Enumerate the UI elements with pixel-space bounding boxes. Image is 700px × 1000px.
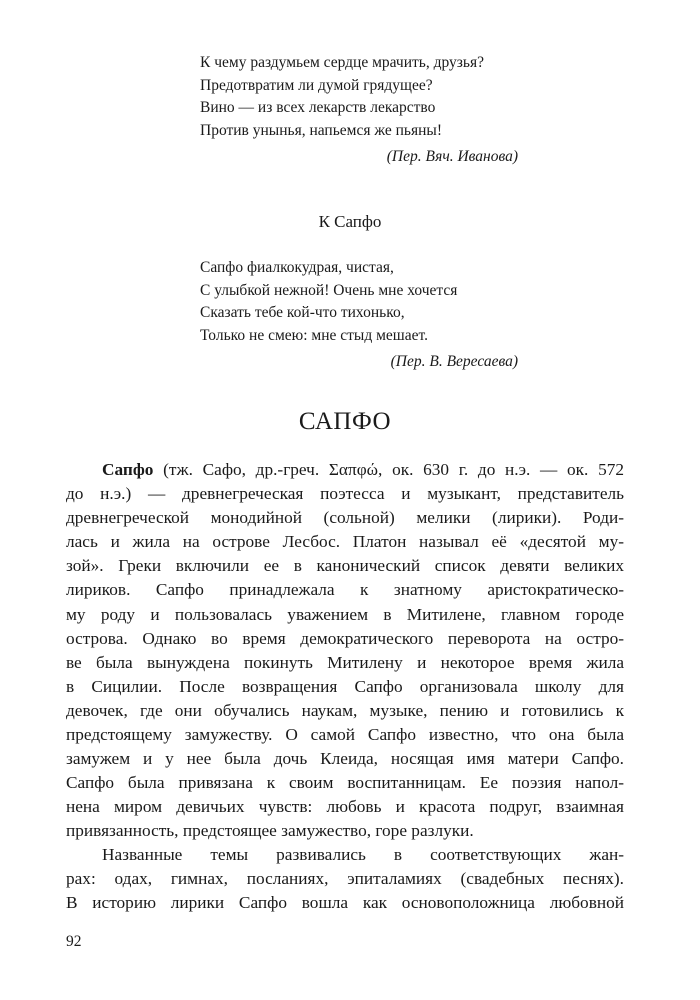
section-heading: САПФО [298, 408, 392, 435]
paragraph-line: ве была вынуждена покинуть Митилену и некоторое время жила [66, 652, 624, 672]
poem-line: Только не смею: мне стыд мешает. [200, 326, 428, 344]
paragraph-line: предстоящему замужеству. О самой Сапфо известно, что она была [66, 725, 624, 745]
themes-paragraph [66, 843, 624, 915]
paragraph-line: лириков. Сапфо принадлежала к знатному аристократическо- [66, 580, 624, 600]
paragraph-line: привязанность, предстоящее замужество, горе разлуки. [66, 821, 474, 841]
paragraph-line: древнегреческой монодийной (сольной) мелики (лирики). Роди- [66, 508, 624, 528]
poem-line: Сапфо фиалкокудрая, чистая, [200, 259, 394, 276]
poem-ivanov [200, 52, 540, 169]
poem-line: С улыбкой нежной! Очень мне хочется [200, 281, 458, 299]
poem-line: Вино — из всех лекарств лекарство [200, 99, 436, 116]
page-number: 92 [66, 933, 82, 950]
paragraph-line: в Сицилии. После возвращения Сапфо организовала школу для [66, 676, 624, 696]
paragraph-line [66, 458, 624, 482]
poem-line: Предотвратим ли думой грядущее? [200, 76, 433, 94]
paragraph-line: зой». Греки включили ее в канонический список девяти великих [66, 556, 624, 576]
poem-title: К Сапфо [318, 212, 382, 231]
poem-line: К чему раздумьем сердце мрачить, друзья? [200, 54, 484, 71]
paragraph-line: Сапфо была привязана к своим воспитанницам. Ее поэзия напол- [66, 773, 624, 793]
paragraph-line: В историю лирики Сапфо вошла как основоположница любовной [66, 893, 624, 913]
paragraph-line: замужем и у нее была дочь Клеида, носящая имя матери Сапфо. [66, 749, 624, 769]
lead-word: Сапфо [102, 460, 154, 479]
translator-credit: (Пер. В. Вересаева) [390, 353, 518, 370]
paragraph-line: Названные темы развивались в соответствующих жан- [102, 845, 624, 864]
paragraph-line: острова. Однако во время демократического переворота на остро- [66, 628, 624, 648]
poem-veresaev [200, 257, 540, 374]
translator-credit: (Пер. Вяч. Иванова) [386, 148, 518, 165]
poem-line: Сказать тебе кой-что тихонько, [200, 304, 405, 321]
poem-line: Против унынья, напьемся же пьяны! [200, 121, 442, 139]
paragraph-line: нена миром девичьих чувств: любовь и красота подруг, взаимная [66, 797, 624, 817]
first-line-text: (тж. Сафо, др.-греч. Σαπφώ, ок. 630 г. до н.э. — ок. 572 [153, 460, 624, 479]
biography-paragraph [66, 458, 624, 844]
paragraph-line: до н.э.) — древнегреческая поэтесса и музыкант, представитель [66, 484, 624, 504]
paragraph-line: му роду и пользовалась уважением в Митилене, главном городе [66, 604, 624, 624]
paragraph-line: лась и жила на острове Лесбос. Платон называл её «десятой му- [66, 532, 624, 552]
paragraph-line: рах: одах, гимнах, посланиях, эпиталамиях (свадебных песнях). [66, 869, 624, 889]
paragraph-line: девочек, где они обучались наукам, музыке, пению и готовились к [66, 700, 624, 720]
